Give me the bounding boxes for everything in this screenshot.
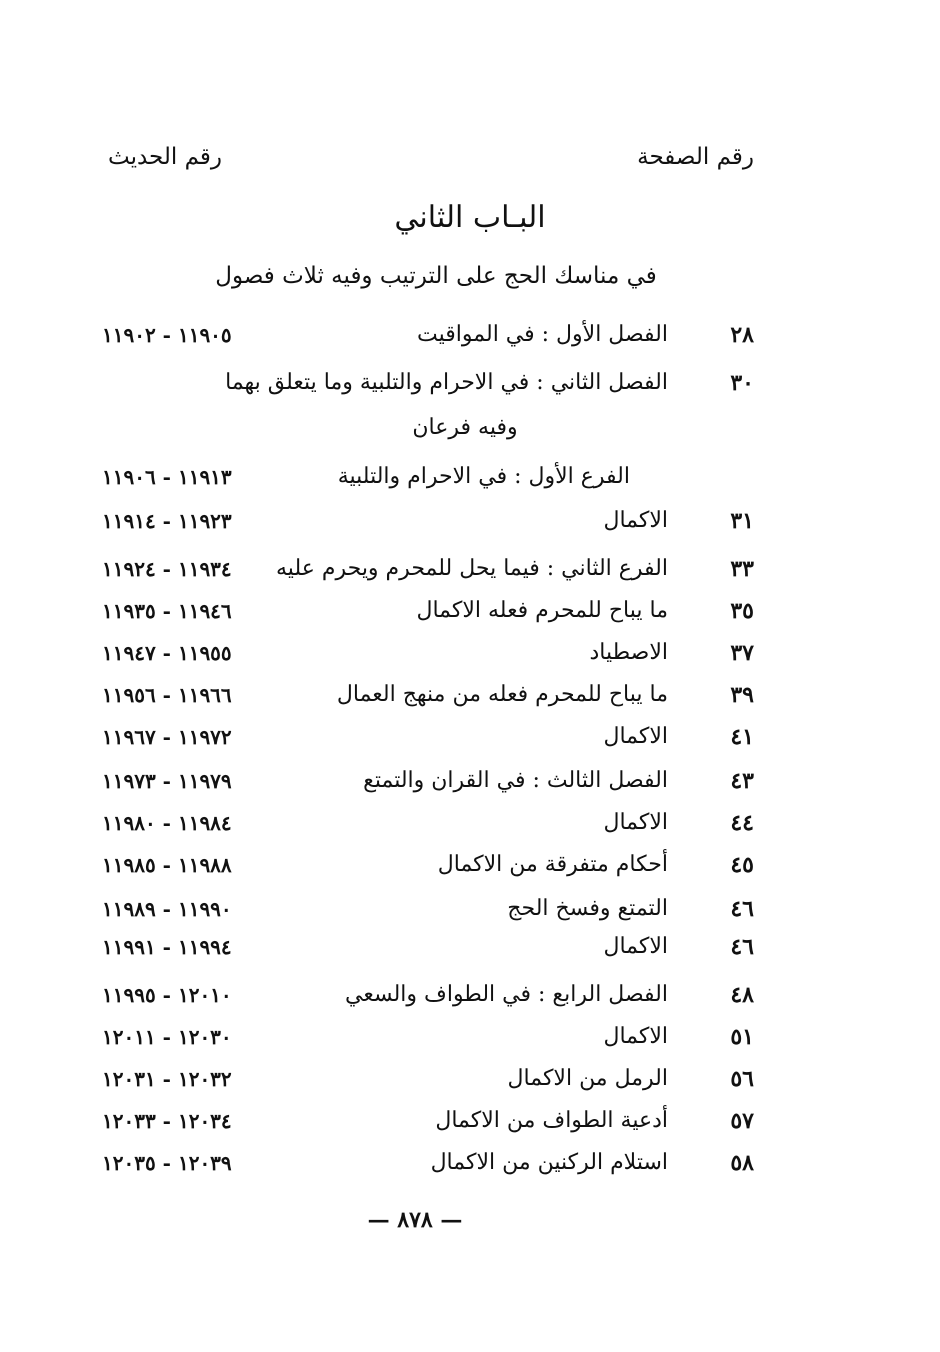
branch-note: وفيه فرعان [412, 415, 518, 440]
toc-page-number: ٤٥ [730, 852, 754, 878]
toc-title: الاكمال [603, 724, 668, 749]
toc-title: ما يباح للمحرم فعله من منهج العمال [336, 682, 668, 707]
toc-hadith-range: ١١٩٨٤ - ١١٩٨٠ [102, 811, 232, 835]
toc-hadith-range: ١١٩٩٤ - ١١٩٩١ [102, 935, 232, 959]
toc-hadith-range: ١٢٠٣٤ - ١٢٠٣٣ [102, 1109, 232, 1133]
toc-hadith-range: ١١٩٨٨ - ١١٩٨٥ [102, 853, 232, 877]
toc-entry [0, 460, 940, 494]
toc-entry [0, 892, 940, 926]
toc-page-number: ٣٣ [730, 556, 754, 582]
toc-page-number: ٤٣ [730, 768, 754, 794]
toc-entry [0, 978, 940, 1012]
toc-page-number: ٤٦ [730, 896, 754, 922]
toc-hadith-range: ١١٩٠٥ - ١١٩٠٢ [102, 323, 232, 347]
toc-hadith-range: ١٢٠٣٢ - ١٢٠٣١ [102, 1067, 232, 1091]
toc-title: ما يباح للمحرم فعله الاكمال [416, 598, 668, 623]
toc-hadith-range: ١١٩٧٢ - ١١٩٦٧ [102, 725, 232, 749]
page-number-column-header: رقم الصفحة [637, 144, 754, 170]
toc-entry [0, 318, 940, 352]
toc-title: الفرع الثاني : فيما يحل للمحرم ويحرم عليه [276, 556, 668, 581]
toc-page-number: ٥٨ [730, 1150, 754, 1176]
toc-title: الاكمال [603, 1024, 668, 1049]
toc-page-number: ٤١ [730, 724, 754, 750]
toc-title: الاكمال [603, 810, 668, 835]
toc-entry [0, 720, 940, 754]
toc-title: الفصل الرابع : في الطواف والسعي [345, 982, 668, 1007]
toc-title: الاصطياد [589, 640, 668, 665]
toc-hadith-range: ١١٩٧٩ - ١١٩٧٣ [102, 769, 232, 793]
toc-hadith-range: ١٢٠٣٠ - ١٢٠١١ [102, 1025, 232, 1049]
toc-title: الفصل الثاني : في الاحرام والتلبية وما يتعلق بهما [225, 370, 668, 395]
toc-page-number: ٣٧ [730, 640, 754, 666]
toc-hadith-range: ١٢٠٣٩ - ١٢٠٣٥ [102, 1151, 232, 1175]
toc-page-number: ٥١ [730, 1024, 754, 1050]
toc-page-number: ٢٨ [730, 322, 754, 348]
toc-page-number: ٣٠ [730, 370, 754, 396]
toc-entry [0, 678, 940, 712]
toc-page-number: ٥٧ [730, 1108, 754, 1134]
toc-hadith-range: ١١٩٩٠ - ١١٩٨٩ [102, 897, 232, 921]
toc-page-number: ٤٦ [730, 934, 754, 960]
toc-page-number: ٤٨ [730, 982, 754, 1008]
chapter-subtitle: في مناسك الحج على الترتيب وفيه ثلاث فصول [215, 263, 657, 289]
toc-title: استلام الركنين من الاكمال [430, 1150, 668, 1175]
toc-hadith-range: ١١٩٤٦ - ١١٩٣٥ [102, 599, 232, 623]
toc-entry [0, 806, 940, 840]
toc-entry [0, 1062, 940, 1096]
hadith-number-column-header: رقم الحديث [108, 144, 223, 170]
toc-page-number: ٣٩ [730, 682, 754, 708]
toc-entry [0, 636, 940, 670]
toc-entry [0, 504, 940, 538]
toc-title: الفرع الأول : في الاحرام والتلبية [337, 464, 630, 489]
toc-entry [0, 848, 940, 882]
toc-hadith-range: ١١٩٣٤ - ١١٩٢٤ [102, 557, 232, 581]
toc-title: الاكمال [603, 508, 668, 533]
toc-page-number: ٥٦ [730, 1066, 754, 1092]
toc-hadith-range: ١١٩٦٦ - ١١٩٥٦ [102, 683, 232, 707]
toc-hadith-range: ١٢٠١٠ - ١١٩٩٥ [102, 983, 232, 1007]
toc-title: الفصل الثالث : في القران والتمتع [363, 768, 668, 793]
toc-entry [0, 764, 940, 798]
toc-entry [0, 552, 940, 586]
toc-page-number: ٣١ [730, 508, 754, 534]
toc-title: الفصل الأول : في المواقيت [417, 322, 668, 347]
toc-page-number: ٤٤ [730, 810, 754, 836]
toc-hadith-range: ١١٩١٣ - ١١٩٠٦ [102, 465, 232, 489]
toc-entry [0, 594, 940, 628]
toc-page-number: ٣٥ [730, 598, 754, 624]
toc-title: أحكام متفرقة من الاكمال [437, 852, 668, 877]
page-number-footer: — ٨٧٨ — [367, 1207, 463, 1233]
toc-title: التمتع وفسخ الحج [507, 896, 668, 921]
toc-hadith-range: ١١٩٥٥ - ١١٩٤٧ [102, 641, 232, 665]
toc-title: الاكمال [603, 934, 668, 959]
toc-hadith-range: ١١٩٢٣ - ١١٩١٤ [102, 509, 232, 533]
toc-entry [0, 1104, 940, 1138]
toc-entry [0, 1020, 940, 1054]
toc-entry [0, 1146, 940, 1180]
toc-title: أدعية الطواف من الاكمال [435, 1108, 668, 1133]
toc-entry [0, 366, 940, 400]
toc-title: الرمل من الاكمال [507, 1066, 668, 1091]
chapter-title: البـاب الثاني [394, 200, 546, 235]
toc-entry [0, 930, 940, 964]
